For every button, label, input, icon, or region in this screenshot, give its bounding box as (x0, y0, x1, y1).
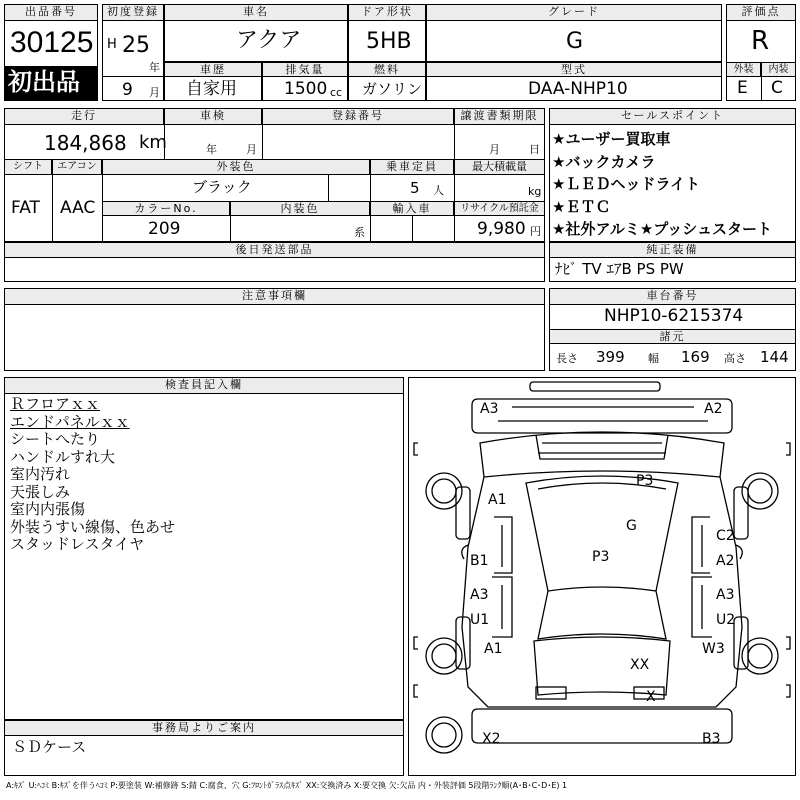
ac-value: AAC (60, 198, 96, 218)
history-label: 車歴 (164, 62, 262, 77)
inspector-line: 室内内張傷 (10, 500, 86, 518)
exterior-label: 外装 (726, 62, 761, 77)
equipment-value: ﾅﾋﾞ TV ｴｱB PS PW (555, 260, 684, 278)
sales-points-list (552, 128, 772, 241)
mileage-unit: km (139, 132, 167, 153)
load-unit: kg (528, 185, 542, 198)
inspection-year-unit: 年 (206, 143, 217, 156)
plate-label: 登録番号 (262, 108, 454, 125)
inspection-month-unit: 月 (246, 143, 257, 156)
inspector-line: ハンドルすれ大 (10, 447, 116, 466)
divider (454, 125, 455, 159)
sales-point: ★社外アルミ★プッシュスタート (552, 220, 772, 238)
reg-month: 9 (122, 80, 133, 100)
model-value: DAA-NHP10 (528, 79, 628, 99)
divider (262, 125, 263, 159)
divider (370, 175, 371, 201)
shift-value: FAT (11, 198, 40, 218)
damage-mark: X (646, 689, 656, 705)
interior-value: C (771, 78, 783, 98)
damage-mark: A1 (488, 492, 507, 508)
lot-number-label: 出品番号 (4, 4, 98, 21)
score-label: 評価点 (726, 4, 796, 21)
height-label: 高さ (724, 352, 746, 365)
sales-point: ★ユーザー買取車 (552, 130, 671, 148)
later-parts-label: 後日発送部品 (4, 242, 545, 258)
transfer-day-unit: 日 (529, 143, 540, 156)
length-label: 長さ (556, 352, 578, 365)
divider (328, 175, 329, 201)
sales-point: ★ＥＴＣ (552, 197, 611, 216)
damage-mark: U1 (470, 612, 490, 628)
width-value: 169 (681, 348, 710, 366)
ac-label: エアコン (52, 159, 102, 175)
interior-color-label: 内装色 (230, 201, 370, 216)
displacement-value: 1500 (284, 79, 328, 99)
model-label: 型式 (426, 62, 722, 77)
reg-year-unit: 年 (149, 61, 160, 74)
damage-mark: A3 (470, 587, 489, 603)
inspector-line: シートへたり (10, 430, 101, 448)
damage-mark: A2 (704, 401, 723, 417)
inspector-line: エンドパネルｘｘ (10, 412, 130, 431)
reg-year: 25 (122, 33, 150, 58)
inspector-line: 外装うすい線傷、色あせ (10, 517, 176, 536)
inspector-line: Ｒフロアｘｘ (10, 395, 101, 413)
divider (52, 175, 53, 242)
history-value: 自家用 (186, 79, 237, 99)
equipment-label: 純正装備 (549, 242, 796, 258)
transfer-month-unit: 月 (489, 143, 500, 156)
load-label: 最大積載量 (454, 159, 545, 175)
car-name-label: 車名 (164, 4, 348, 21)
recycle-unit: 円 (530, 225, 541, 238)
width-label: 幅 (648, 352, 659, 365)
displacement-unit: cc (330, 86, 343, 99)
interior-label: 内装 (761, 62, 796, 77)
inspection-label: 車検 (164, 108, 262, 125)
mileage-label: 走行 (4, 108, 164, 125)
color-value: ブラック (192, 178, 252, 196)
divider (230, 216, 231, 242)
damage-mark: A2 (716, 553, 735, 569)
era-letter: H (107, 37, 117, 52)
divider (102, 76, 164, 77)
capacity-value: 5 (410, 179, 420, 197)
damage-mark: P3 (636, 473, 654, 489)
damage-mark: B3 (702, 731, 721, 747)
office-label: 事務局よりご案内 (4, 720, 404, 736)
grade-value: G (566, 29, 584, 54)
chassis-value: NHP10-6215374 (604, 306, 744, 326)
details-box (4, 108, 545, 242)
door-value: 5HB (366, 29, 412, 54)
lot-number: 30125 (10, 26, 94, 59)
damage-mark: A3 (480, 401, 499, 417)
damage-mark: X2 (482, 731, 501, 747)
inspector-label: 検査員記入欄 (4, 377, 404, 394)
color-no-value: 209 (148, 219, 181, 239)
damage-mark: W3 (702, 641, 725, 657)
divider (370, 216, 371, 242)
capacity-unit: 人 (433, 184, 444, 197)
damage-mark: A1 (484, 641, 503, 657)
damage-mark: A3 (716, 587, 735, 603)
legend: A:ｷｽﾞ U:ﾍｺﾐ B:ｷｽﾞを伴うﾍｺﾐ P:要塗装 W:補修跡 S:錆 C:腐食、穴 G:ﾌﾛﾝﾄｶﾞﾗｽ点ｷｽﾞ XX:交換済み X:要交換 欠:欠品 内・外装評価 5段階ﾗﾝｸ順(A･B･C･D･E) 1 (6, 781, 568, 790)
exterior-value: E (737, 78, 748, 98)
import-label: 輸入車 (370, 201, 454, 216)
first-listing-label: 初出品 (8, 68, 80, 96)
door-label: ドア形状 (348, 4, 426, 21)
inspector-line: 天張しみ (10, 482, 71, 501)
reg-month-unit: 月 (149, 86, 160, 99)
score-value: R (751, 26, 770, 56)
interior-color-unit: 系 (354, 226, 365, 239)
height-value: 144 (760, 348, 789, 366)
divider (412, 216, 413, 242)
mileage-value: 184,868 (44, 131, 127, 155)
displacement-label: 排気量 (262, 62, 348, 77)
inspector-line: 室内汚れ (10, 465, 71, 483)
recycle-value: 9,980 (477, 219, 526, 239)
color-label: 外装色 (102, 159, 370, 175)
damage-mark: C2 (716, 528, 735, 544)
recycle-label: リサイクル預託金 (454, 201, 545, 216)
car-damage-diagram (408, 377, 796, 776)
sales-point: ★ＬＥＤヘッドライト (552, 175, 700, 193)
damage-mark: B1 (470, 553, 489, 569)
length-value: 399 (596, 348, 625, 366)
first-reg-label: 初度登録 (102, 4, 164, 21)
chassis-label: 車台番号 (549, 288, 796, 305)
divider (761, 77, 762, 101)
grade-label: グレード (426, 4, 722, 21)
shift-label: シフト (4, 159, 52, 175)
capacity-label: 乗車定員 (370, 159, 454, 175)
transfer-label: 譲渡書類期限 (454, 108, 545, 125)
damage-mark: U2 (716, 612, 736, 628)
sales-points-label: セールスポイント (549, 108, 796, 125)
damage-mark: G (626, 518, 637, 534)
notes-label: 注意事項欄 (4, 288, 545, 305)
inspector-notes (10, 396, 175, 554)
car-name: アクア (236, 28, 302, 53)
inspector-line: スタッドレスタイヤ (10, 535, 145, 553)
damage-mark: XX (630, 657, 650, 673)
sales-point: ★バックカメラ (552, 152, 656, 171)
damage-mark: P3 (592, 549, 610, 565)
fuel-value: ガソリン (362, 80, 423, 98)
fuel-label: 燃料 (348, 62, 426, 77)
office-text: ＳＤケース (12, 738, 87, 756)
dims-label: 諸元 (549, 329, 796, 344)
color-no-label: カラーNo. (102, 201, 230, 216)
